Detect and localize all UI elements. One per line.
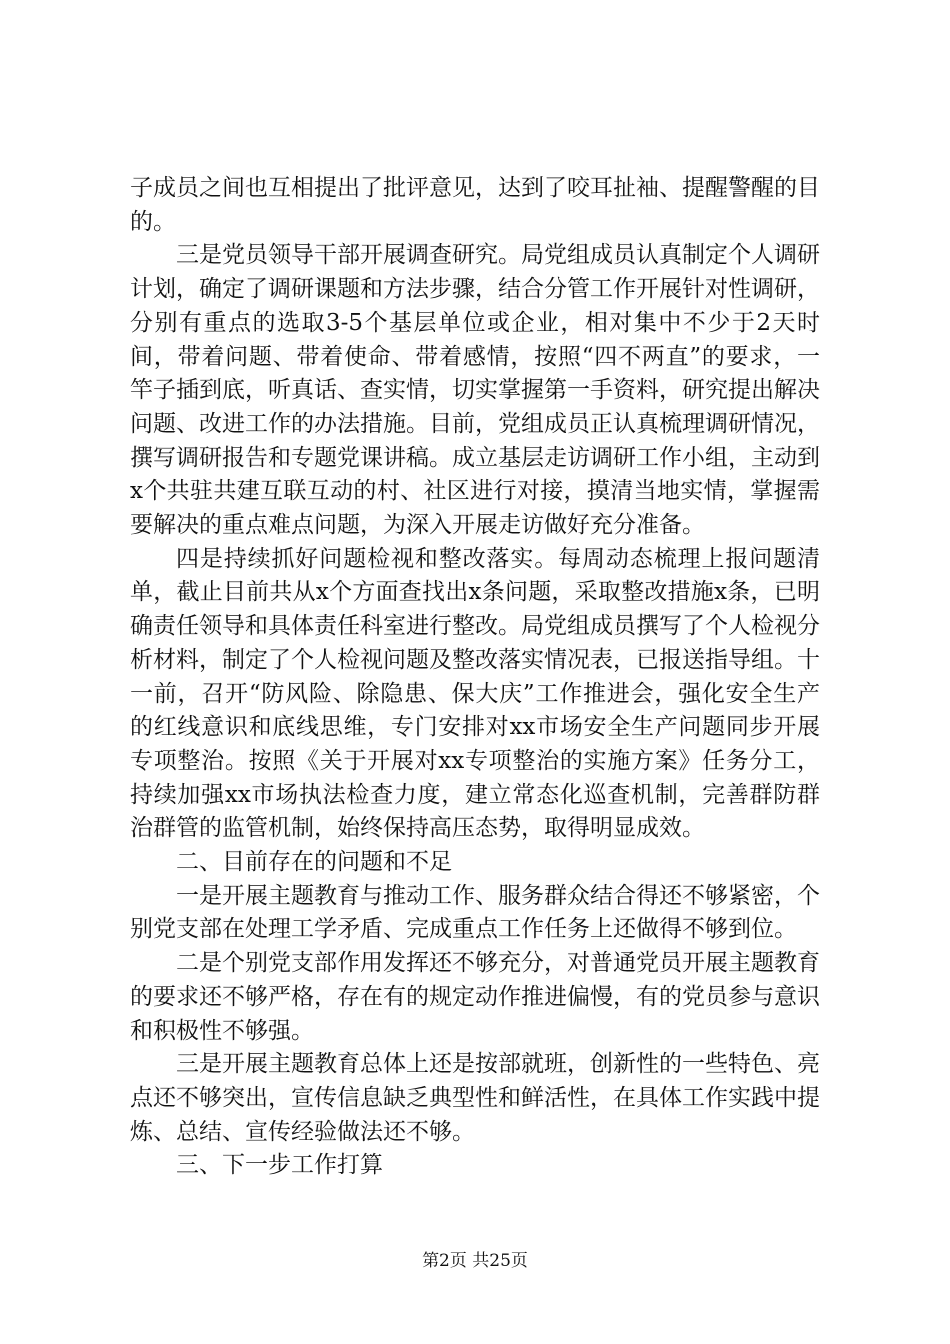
paragraph-problem-one: 一是开展主题教育与推动工作、服务群众结合得还不够紧密，个别党支部在处理工学矛盾、完成重点工作任务上还做得不够到位。 — [130, 882, 820, 943]
section-heading-problems: 二、目前存在的问题和不足 — [176, 849, 452, 876]
page-footer — [0, 1246, 950, 1271]
paragraph-problem-two: 二是个别党支部作用发挥还不够充分，对普通党员开展主题教育的要求还不够严格，存在有的规定动作推进偏慢，有的党员参与意识和积极性不够强。 — [130, 950, 820, 1044]
paragraph-research: 三是党员领导干部开展调查研究。局党组成员认真制定个人调研计划，确定了调研课题和方法步骤，结合分管工作开展针对性调研，分别有重点的选取3-5个基层单位或企业，相对集中不少于2天时间，带着问题、带着使命、带着感情，按照“四不两直”的要求，一竿子插到底，听真话、查实情，切实掌握第一手资料，研究提出解决问题、改进工作的办法措施。目前，党组成员正认真梳理调研情况，撰写调研报告和专题党课讲稿。成立基层走访调研工作小组，主动到x个共驻共建互联互动的村、社区进行对接，摸清当地实情，掌握需要解决的重点难点问题，为深入开展走访做好充分准备。 — [130, 242, 820, 539]
paragraph-rectification: 四是持续抓好问题检视和整改落实。每周动态梳理上报问题清单，截止目前共从x个方面查找出x条问题，采取整改措施x条，已明确责任领导和具体责任科室进行整改。局党组成员撰写了个人检视分析材料，制定了个人检视问题及整改落实情况表，已报送指导组。十一前，召开“防风险、除隐患、保大庆”工作推进会，强化安全生产的红线意识和底线思维，专门安排对xx市场安全生产问题同步开展专项整治。按照《关于开展对xx专项整治的实施方案》任务分工，持续加强xx市场执法检查力度，建立常态化巡查机制，完善群防群治群管的监管机制，始终保持高压态势，取得明显成效。 — [130, 545, 820, 842]
document-body — [130, 172, 820, 1183]
paragraph-problem-three: 三是开展主题教育总体上还是按部就班，创新性的一些特色、亮点还不够突出，宣传信息缺乏典型性和鲜活性，在具体工作实践中提炼、总结、宣传经验做法还不够。 — [130, 1051, 820, 1145]
page-number-label: 第2页 共25页 — [422, 1251, 528, 1271]
paragraph-continuation: 子成员之间也互相提出了批评意见，达到了咬耳扯袖、提醒警醒的目的。 — [130, 175, 820, 235]
section-heading-next-steps: 三、下一步工作打算 — [176, 1152, 383, 1179]
